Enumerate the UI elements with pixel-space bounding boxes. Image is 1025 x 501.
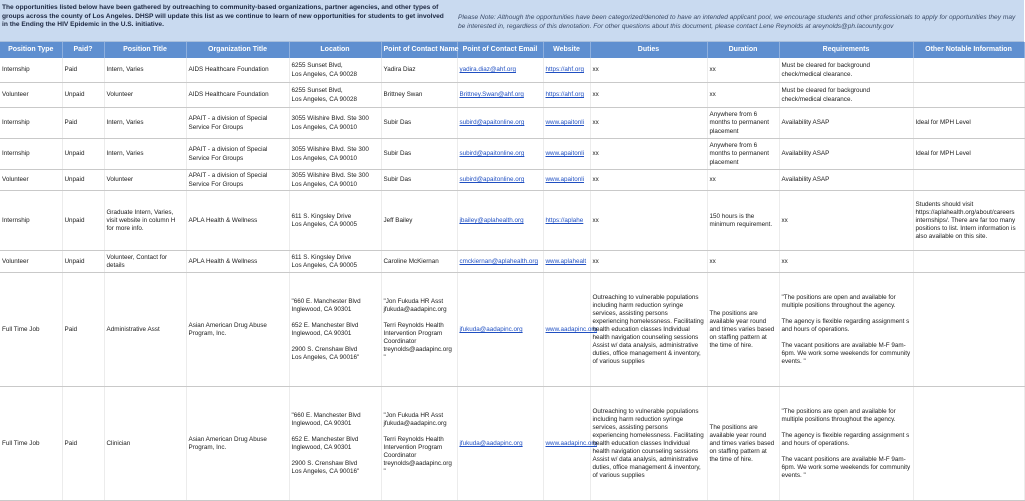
cell-location[interactable] — [289, 273, 381, 387]
cell-paid[interactable] — [62, 83, 104, 108]
banner-intro-text: The opportunities listed below have been gathered by outreaching to community-based organizations, partner agencies, and other types of groups across the county of Los Angeles. DHSP will update this list as we continue to learn of new opportunities for students to get involved in the Ending the HIV Epidemic in the U.S. initiative. — [2, 4, 444, 29]
cell-contact-name[interactable] — [381, 273, 457, 387]
cell-notes-text: Ideal for MPH Level — [915, 119, 971, 127]
cell-location-text: "660 E. Manchester Blvd Inglewood, CA 90301 652 E. Manchester Blvd Inglewood, CA 90301 2900 S. Crenshaw Blvd Los Angeles, CA 90016" — [291, 411, 361, 476]
header-row — [0, 42, 1024, 58]
cell-duration[interactable] — [707, 273, 779, 387]
cell-contact-name-text: Subir Das — [383, 119, 412, 127]
col-header-duties[interactable]: Duties — [590, 42, 707, 58]
cell-organization-text: AIDS Healthcare Foundation — [188, 91, 269, 99]
cell-duration-text: xx — [709, 66, 716, 74]
email-link[interactable]: jfukuda@aadapinc.org — [459, 439, 523, 447]
cell-website[interactable] — [543, 108, 590, 139]
cell-paid[interactable] — [62, 108, 104, 139]
cell-contact-name[interactable] — [381, 170, 457, 191]
cell-contact-email[interactable] — [457, 58, 543, 83]
cell-duration-text: 150 hours is the minimum requirement. — [709, 212, 773, 228]
cell-duties-text: xx — [592, 119, 599, 127]
cell-organization[interactable] — [186, 273, 289, 387]
cell-paid-text: Paid — [64, 119, 78, 127]
cell-requirements[interactable] — [779, 58, 913, 83]
cell-requirements-text: Must be cleared for background check/medical clearance. — [781, 87, 871, 103]
cell-duties[interactable] — [590, 273, 707, 387]
cell-paid[interactable] — [62, 139, 104, 170]
cell-notes[interactable] — [913, 387, 1024, 501]
cell-location[interactable] — [289, 191, 381, 251]
table-row[interactable] — [0, 170, 1024, 191]
table-row[interactable] — [0, 58, 1024, 83]
cell-duration[interactable] — [707, 170, 779, 191]
cell-location-text: "660 E. Manchester Blvd Inglewood, CA 90301 652 E. Manchester Blvd Inglewood, CA 90301 2900 S. Crenshaw Blvd Los Angeles, CA 90016" — [291, 297, 361, 362]
cell-position-title[interactable] — [104, 387, 186, 501]
cell-position-type-text: Volunteer — [2, 176, 29, 184]
cell-duties[interactable] — [590, 83, 707, 108]
website-link[interactable]: https://ahf.org — [545, 66, 585, 74]
cell-requirements[interactable] — [779, 170, 913, 191]
col-header-position-title[interactable]: Position Title — [104, 42, 186, 58]
cell-duties-text: xx — [592, 66, 599, 74]
cell-duration-text: Anywhere from 6 months to permanent placement — [709, 142, 770, 166]
cell-duration[interactable] — [707, 191, 779, 251]
cell-duties-text: xx — [592, 216, 599, 224]
cell-position-type-text: Full Time Job — [2, 439, 40, 447]
cell-position-type[interactable] — [0, 58, 62, 83]
cell-contact-name-text: "Jon Fukuda HR Asst jfukuda@aadapinc.org Terri Reynolds Health Intervention Program Coordinator treynolds@aadapinc.org " — [383, 411, 452, 476]
cell-paid-text: Unpaid — [64, 176, 85, 184]
cell-requirements-text: "The positions are open and available for multiple positions throughout the agency. The agency is flexible regarding assignment s and hours of operations. The vacant positions are available M-F 9am-6pm. We work some weekends for community events. " — [781, 293, 911, 366]
cell-duties-text: xx — [592, 176, 599, 184]
col-header-duration[interactable]: Duration — [707, 42, 779, 58]
cell-position-title-text: Volunteer — [106, 176, 134, 184]
cell-organization-text: Asian American Drug Abuse Program, Inc. — [188, 321, 267, 337]
cell-requirements-text: "The positions are open and available for multiple positions throughout the agency. The agency is flexible regarding assignment s and hours of operations. The vacant positions are available M-F 9am-6pm. We work some weekends for community events. " — [781, 407, 911, 480]
website-link[interactable]: www.aplahealt — [545, 257, 587, 265]
table-row[interactable] — [0, 191, 1024, 251]
cell-notes[interactable] — [913, 58, 1024, 83]
cell-duration[interactable] — [707, 387, 779, 501]
cell-contact-email[interactable] — [457, 251, 543, 273]
cell-paid-text: Unpaid — [64, 150, 85, 158]
cell-duties-text: xx — [592, 150, 599, 158]
cell-duration-text: The positions are available year round and times varies based on staffing pattern at the time of hire. — [709, 423, 775, 464]
cell-position-type-text: Internship — [2, 150, 30, 158]
cell-contact-email[interactable] — [457, 108, 543, 139]
cell-position-type[interactable] — [0, 387, 62, 501]
cell-website[interactable] — [543, 273, 597, 387]
cell-contact-name-text: Caroline McKiernan — [383, 257, 439, 265]
cell-contact-email[interactable] — [457, 387, 543, 501]
cell-organization[interactable] — [186, 139, 289, 170]
cell-organization[interactable] — [186, 58, 289, 83]
email-link[interactable]: subird@apaitonline.org — [459, 176, 525, 184]
cell-organization-text: APAIT - a division of Special Service For Groups — [188, 146, 268, 162]
cell-contact-name-text: "Jon Fukuda HR Asst jfukuda@aadapinc.org Terri Reynolds Health Intervention Program Coordinator treynolds@aadapinc.org " — [383, 297, 452, 362]
cell-contact-name[interactable] — [381, 191, 457, 251]
cell-organization[interactable] — [186, 251, 289, 273]
cell-position-type[interactable] — [0, 170, 62, 191]
cell-notes-text: Ideal for MPH Level — [915, 150, 971, 158]
cell-duties-text: xx — [592, 91, 599, 99]
cell-requirements-text: Availability ASAP — [781, 119, 830, 127]
website-link[interactable]: www.apaitonli — [545, 176, 585, 184]
cell-position-title[interactable] — [104, 139, 186, 170]
cell-position-title[interactable] — [104, 191, 186, 251]
col-header-paid[interactable]: Paid? — [62, 42, 104, 58]
cell-contact-email[interactable] — [457, 83, 543, 108]
cell-location-text: 3055 Wilshire Blvd. Ste 300 Los Angeles, CA 90010 — [291, 172, 369, 188]
email-link[interactable]: subird@apaitonline.org — [459, 150, 525, 158]
cell-location[interactable] — [289, 58, 381, 83]
website-link[interactable]: https://aplahe — [545, 216, 584, 224]
cell-position-type[interactable] — [0, 191, 62, 251]
cell-duration[interactable] — [707, 58, 779, 83]
cell-position-title-text: Clinician — [106, 439, 131, 447]
table-row[interactable] — [0, 387, 1024, 501]
col-header-website[interactable]: Website — [543, 42, 590, 58]
cell-requirements-text: xx — [781, 257, 788, 265]
opportunities-table — [0, 42, 1025, 501]
cell-contact-name-text: Subir Das — [383, 176, 412, 184]
cell-duration-text: Anywhere from 6 months to permanent placement — [709, 111, 770, 135]
website-link[interactable]: www.aadapinc.org — [545, 325, 597, 333]
cell-paid-text: Paid — [64, 66, 78, 74]
table-row[interactable] — [0, 139, 1024, 170]
cell-website[interactable] — [543, 387, 597, 501]
email-link[interactable]: jbailey@aplahealth.org — [459, 216, 524, 224]
cell-notes[interactable] — [913, 83, 1024, 108]
cell-position-type[interactable] — [0, 139, 62, 170]
cell-website[interactable] — [543, 139, 590, 170]
cell-paid[interactable] — [62, 58, 104, 83]
cell-duration-text: xx — [709, 176, 716, 184]
table-row[interactable] — [0, 273, 1024, 387]
cell-position-title-text: Administrative Asst — [106, 325, 160, 333]
cell-position-title[interactable] — [104, 273, 186, 387]
cell-requirements-text: Must be cleared for background check/medical clearance. — [781, 62, 871, 78]
cell-organization[interactable] — [186, 170, 289, 191]
cell-position-title[interactable] — [104, 251, 186, 273]
cell-location-text: 3055 Wilshire Blvd. Ste 300 Los Angeles, CA 90010 — [291, 146, 369, 162]
cell-position-type[interactable] — [0, 83, 62, 108]
cell-organization[interactable] — [186, 387, 289, 501]
table-row[interactable] — [0, 83, 1024, 108]
cell-notes[interactable] — [913, 191, 1024, 251]
cell-organization-text: APLA Health & Wellness — [188, 216, 258, 224]
cell-duties[interactable] — [590, 170, 707, 191]
cell-position-title-text: Intern, Varies — [106, 66, 144, 74]
cell-contact-name-text: Jeff Bailey — [383, 216, 413, 224]
cell-organization-text: APAIT - a division of Special Service For Groups — [188, 172, 268, 188]
cell-position-type-text: Volunteer — [2, 257, 29, 265]
cell-position-type-text: Full Time Job — [2, 325, 40, 333]
cell-requirements[interactable] — [779, 139, 913, 170]
cell-duties[interactable] — [590, 58, 707, 83]
cell-position-type[interactable] — [0, 251, 62, 273]
cell-contact-name[interactable] — [381, 251, 457, 273]
cell-requirements[interactable] — [779, 387, 913, 501]
website-link[interactable]: https://ahf.org — [545, 91, 585, 99]
cell-notes[interactable] — [913, 108, 1024, 139]
cell-position-type[interactable] — [0, 273, 62, 387]
cell-organization-text: AIDS Healthcare Foundation — [188, 66, 269, 74]
email-link[interactable]: Brittney.Swan@ahf.org — [459, 91, 524, 99]
col-header-contact-email[interactable]: Point of Contact Email — [457, 42, 543, 58]
cell-paid[interactable] — [62, 170, 104, 191]
cell-location[interactable] — [289, 251, 381, 273]
cell-organization-text: Asian American Drug Abuse Program, Inc. — [188, 435, 267, 451]
cell-contact-name-text: Yadira Diaz — [383, 66, 416, 74]
cell-duties[interactable] — [590, 139, 707, 170]
cell-contact-name[interactable] — [381, 83, 457, 108]
cell-paid-text: Paid — [64, 325, 78, 333]
cell-position-title-text: Intern, Varies — [106, 150, 144, 158]
cell-position-title[interactable] — [104, 108, 186, 139]
cell-position-title-text: Volunteer, Contact for details — [106, 253, 168, 269]
cell-position-title[interactable] — [104, 83, 186, 108]
cell-duties[interactable] — [590, 387, 707, 501]
cell-website[interactable] — [543, 83, 590, 108]
cell-duration[interactable] — [707, 83, 779, 108]
cell-location[interactable] — [289, 139, 381, 170]
cell-location-text: 3055 Wilshire Blvd. Ste 300 Los Angeles, CA 90010 — [291, 115, 369, 131]
cell-duration-text: xx — [709, 91, 716, 99]
email-link[interactable]: jfukuda@aadapinc.org — [459, 325, 523, 333]
cell-requirements-text: xx — [781, 216, 788, 224]
cell-paid-text: Unpaid — [64, 257, 85, 265]
cell-duties-text: Outreaching to vulnerable populations including harm reduction syringe services, assisting persons experiencing homelessness. Facilitating health education classes Individual health navigation counseling sessions Assist w/ data analysis, administrative duties, office management & inventory, of various supplies — [592, 407, 704, 480]
cell-notes[interactable] — [913, 251, 1024, 273]
cell-organization[interactable] — [186, 191, 289, 251]
cell-duties[interactable] — [590, 191, 707, 251]
cell-requirements[interactable] — [779, 273, 913, 387]
cell-contact-name[interactable] — [381, 139, 457, 170]
cell-paid-text: Unpaid — [64, 216, 85, 224]
cell-organization-text: APAIT - a division of Special Service For Groups — [188, 115, 268, 131]
cell-paid[interactable] — [62, 273, 104, 387]
cell-duration-text: The positions are available year round and times varies based on staffing pattern at the time of hire. — [709, 309, 775, 350]
table-row[interactable] — [0, 251, 1024, 273]
cell-contact-email[interactable] — [457, 170, 543, 191]
cell-position-type-text: Internship — [2, 119, 30, 127]
cell-website[interactable] — [543, 251, 590, 273]
cell-paid[interactable] — [62, 251, 104, 273]
cell-requirements[interactable] — [779, 108, 913, 139]
cell-position-type-text: Internship — [2, 66, 30, 74]
banner-note-text: Please Note: Although the opportunities have been categorized/denoted to have an intended applicant pool, we encourage students and other professionals to apply for opportunities they may be interested in, regardless of this denotation. For other questions about this document, please contact Lene Reynolds at areynolds@ph.lacounty.gov — [458, 14, 1016, 30]
cell-contact-name-text: Subir Das — [383, 150, 412, 158]
cell-location[interactable] — [289, 170, 381, 191]
cell-notes[interactable] — [913, 139, 1024, 170]
cell-location[interactable] — [289, 108, 381, 139]
cell-notes[interactable] — [913, 170, 1024, 191]
cell-requirements[interactable] — [779, 83, 913, 108]
cell-duties[interactable] — [590, 108, 707, 139]
cell-location[interactable] — [289, 387, 381, 501]
cell-duration[interactable] — [707, 251, 779, 273]
col-header-organization-title[interactable]: Organization Title — [186, 42, 289, 58]
table-body — [0, 58, 1024, 501]
cell-position-title-text: Volunteer — [106, 91, 134, 99]
col-header-position-type[interactable]: Position Type — [0, 42, 62, 58]
info-banner — [0, 0, 1024, 42]
cell-duration[interactable] — [707, 108, 779, 139]
table-row[interactable] — [0, 108, 1024, 139]
cell-paid-text: Paid — [64, 439, 78, 447]
cell-location-text: 6255 Sunset Blvd, Los Angeles, CA 90028 — [291, 87, 357, 103]
cell-contact-name[interactable] — [381, 387, 457, 501]
cell-contact-email[interactable] — [457, 139, 543, 170]
col-header-other-info[interactable]: Other Notable Information — [913, 42, 1024, 58]
cell-position-title[interactable] — [104, 170, 186, 191]
cell-paid-text: Unpaid — [64, 91, 85, 99]
website-link[interactable]: www.apaitonli — [545, 119, 585, 127]
cell-website[interactable] — [543, 191, 590, 251]
cell-position-type-text: Internship — [2, 216, 30, 224]
cell-contact-name[interactable] — [381, 58, 457, 83]
cell-requirements[interactable] — [779, 191, 913, 251]
email-link[interactable]: cmckiernan@aplahealth.org — [459, 257, 538, 265]
col-header-location[interactable]: Location — [289, 42, 381, 58]
cell-website[interactable] — [543, 170, 590, 191]
cell-duties-text: xx — [592, 257, 599, 265]
cell-position-title[interactable] — [104, 58, 186, 83]
cell-organization[interactable] — [186, 83, 289, 108]
cell-requirements[interactable] — [779, 251, 913, 273]
cell-organization[interactable] — [186, 108, 289, 139]
cell-paid[interactable] — [62, 387, 104, 501]
cell-notes[interactable] — [913, 273, 1024, 387]
cell-duties[interactable] — [590, 251, 707, 273]
cell-requirements-text: Availability ASAP — [781, 176, 830, 184]
website-link[interactable]: www.aadapinc.org — [545, 439, 597, 447]
cell-contact-name[interactable] — [381, 108, 457, 139]
cell-position-type[interactable] — [0, 108, 62, 139]
cell-contact-email[interactable] — [457, 191, 543, 251]
cell-contact-email[interactable] — [457, 273, 543, 387]
cell-location-text: 611 S. Kingsley Drive Los Angeles, CA 90005 — [291, 253, 357, 269]
email-link[interactable]: subird@apaitonline.org — [459, 119, 525, 127]
cell-location-text: 611 S. Kingsley Drive Los Angeles, CA 90005 — [291, 212, 357, 228]
cell-notes-text: Students should visit https://aplahealth.org/about/careers internships/. There are far too many positions to list. Intern information is also available on this site. — [915, 200, 1016, 241]
cell-position-title-text: Intern, Varies — [106, 119, 144, 127]
cell-position-type-text: Volunteer — [2, 91, 29, 99]
cell-organization-text: APLA Health & Wellness — [188, 257, 258, 265]
cell-location-text: 6255 Sunset Blvd, Los Angeles, CA 90028 — [291, 62, 357, 78]
email-link[interactable]: yadira.diaz@ahf.org — [459, 66, 516, 74]
cell-position-title-text: Graduate Intern, Varies, visit website in column H for more info. — [106, 208, 176, 233]
cell-website[interactable] — [543, 58, 590, 83]
cell-duration[interactable] — [707, 139, 779, 170]
cell-location[interactable] — [289, 83, 381, 108]
cell-contact-name-text: Brittney Swan — [383, 91, 423, 99]
cell-duration-text: xx — [709, 257, 716, 265]
col-header-requirements[interactable]: Requirements — [779, 42, 913, 58]
cell-paid[interactable] — [62, 191, 104, 251]
col-header-contact-name[interactable]: Point of Contact Name — [381, 42, 457, 58]
cell-duties-text: Outreaching to vulnerable populations including harm reduction syringe services, assisting persons experiencing homelessness. Facilitating health education classes Individual health navigation counseling sessions Assist w/ data analysis, administrative duties, office management & inventory, of various supplies — [592, 293, 704, 366]
website-link[interactable]: www.apaitonli — [545, 150, 585, 158]
cell-requirements-text: Availability ASAP — [781, 150, 830, 158]
